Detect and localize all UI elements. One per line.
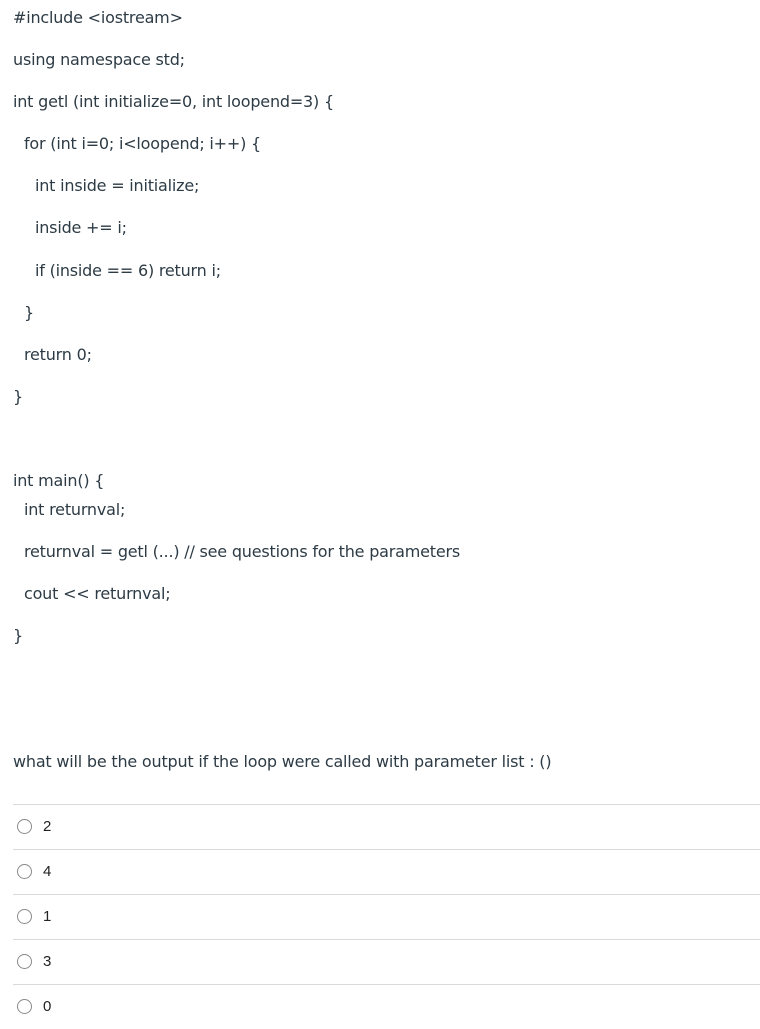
answer-option[interactable] xyxy=(13,805,760,850)
answer-option[interactable] xyxy=(13,985,760,1029)
code-line-function-signature: int getl (int initialize=0, int loopend=3) { xyxy=(13,92,334,111)
answer-label: 2 xyxy=(43,818,52,835)
radio-button[interactable] xyxy=(17,864,32,879)
answer-option[interactable] xyxy=(13,850,760,895)
answer-option[interactable] xyxy=(13,895,760,940)
answer-label: 3 xyxy=(43,953,52,970)
radio-button[interactable] xyxy=(17,909,32,924)
radio-button[interactable] xyxy=(17,954,32,969)
answer-list xyxy=(13,804,760,1029)
code-line-for-loop: for (int i=0; i<loopend; i++) { xyxy=(24,134,261,153)
code-line-include: #include <iostream> xyxy=(13,8,183,27)
answer-label: 4 xyxy=(43,863,52,880)
code-line-main-signature: int main() { xyxy=(13,471,105,490)
answer-label: 0 xyxy=(43,998,52,1015)
code-line-function-close: } xyxy=(13,387,23,406)
answer-option[interactable] xyxy=(13,940,760,985)
radio-button[interactable] xyxy=(17,819,32,834)
code-line-returnval-decl: int returnval; xyxy=(24,500,126,519)
code-line-returnval-assign: returnval = getl (...) // see questions for the parameters xyxy=(24,542,461,561)
radio-button[interactable] xyxy=(17,999,32,1014)
code-line-main-close: } xyxy=(13,626,23,645)
question-text: what will be the output if the loop were called with parameter list : () xyxy=(13,752,552,771)
code-line-inside-increment: inside += i; xyxy=(35,218,127,237)
code-line-if-return: if (inside == 6) return i; xyxy=(35,261,221,280)
code-line-inside-decl: int inside = initialize; xyxy=(35,176,200,195)
code-line-cout: cout << returnval; xyxy=(24,584,171,603)
code-line-namespace: using namespace std; xyxy=(13,50,185,69)
answer-label: 1 xyxy=(43,908,52,925)
code-line-return-zero: return 0; xyxy=(24,345,92,364)
code-line-for-close: } xyxy=(24,303,34,322)
